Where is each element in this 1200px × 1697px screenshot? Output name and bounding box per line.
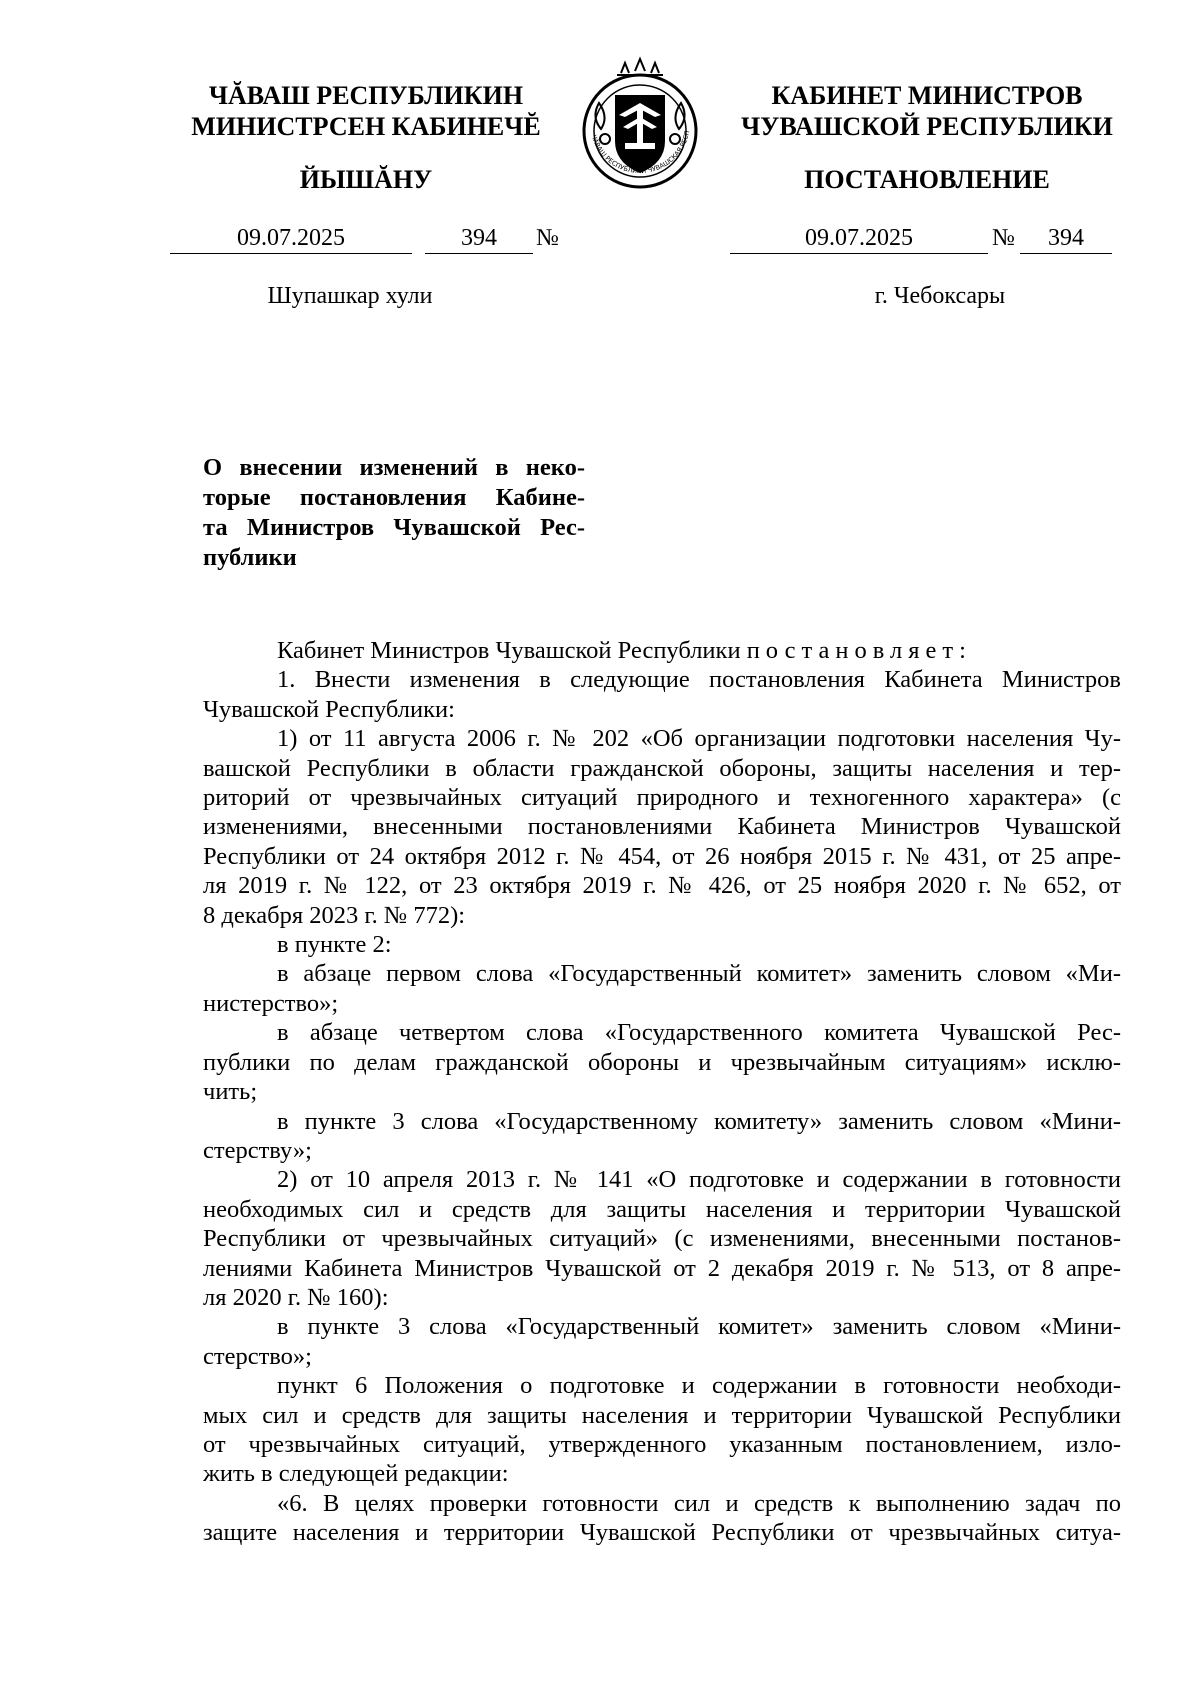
doc-kind-left: ЙЫШĂНУ bbox=[299, 165, 433, 194]
body-line: риторий от чрезвычайных ситуаций природного и техногенного характера» (с bbox=[203, 784, 1121, 812]
left-number: 394 bbox=[425, 223, 533, 254]
title-line: О внесении изменений в неко- bbox=[203, 454, 585, 481]
body-line: от чрезвычайных ситуаций, утвержденного указанным постановлением, изло- bbox=[203, 1430, 1121, 1458]
doc-kind-right: ПОСТАНОВЛЕНИЕ bbox=[804, 165, 1050, 194]
body-line: в пункте 3 слова «Государственный комитет» заменить словом «Мини- bbox=[277, 1313, 1121, 1341]
header-left-line-2: МИНИСТРСЕН КАБИНЕЧĔ bbox=[191, 112, 541, 141]
body-line: в абзаце первом слова «Государственный комитет» заменить словом «Ми- bbox=[277, 960, 1121, 988]
body-line: изменениями, внесенными постановлениями Кабинета Министров Чувашской bbox=[203, 813, 1121, 841]
title-line: публики bbox=[203, 544, 297, 571]
body-line: необходимых сил и средств для защиты населения и территории Чувашской bbox=[203, 1195, 1121, 1223]
place-left: Шупашкар хули bbox=[267, 283, 433, 309]
body-line: жить в следующей редакции: bbox=[203, 1460, 509, 1488]
preamble-decree-word: постановляет: bbox=[746, 637, 972, 664]
body-line: Республики от 24 октября 2012 г. № 454, от 26 ноября 2015 г. № 431, от 25 апре- bbox=[203, 842, 1121, 870]
body-line: защите населения и территории Чувашской Республики от чрезвычайных ситуа- bbox=[203, 1519, 1121, 1547]
body-line: ля 2019 г. № 122, от 23 октября 2019 г. № 426, от 25 ноября 2020 г. № 652, от bbox=[203, 872, 1121, 900]
preamble-line bbox=[203, 636, 1121, 665]
body-line: публики по делам гражданской обороны и чрезвычайным ситуациям» исклю- bbox=[203, 1048, 1121, 1076]
body-line: пункт 6 Положения о подготовке и содержании в готовности необходи- bbox=[277, 1372, 1121, 1400]
header-right-title bbox=[727, 80, 1127, 142]
body-line: Республики от чрезвычайных ситуаций» (с изменениями, внесенными постанов- bbox=[203, 1225, 1121, 1253]
body-line: ля 2020 г. № 160): bbox=[203, 1283, 389, 1311]
date-number-row bbox=[0, 223, 1200, 253]
title-line: торые постановления Кабине- bbox=[203, 484, 585, 511]
body-line: стерство»; bbox=[203, 1342, 312, 1370]
title-line: та Министров Чувашской Рес- bbox=[203, 514, 585, 541]
body-line: в абзаце четвертом слова «Государственного комитета Чувашской Рес- bbox=[277, 1019, 1121, 1047]
body-line: вашской Республики в области гражданской обороны, защиты населения и тер- bbox=[203, 754, 1121, 782]
body-line: стерству»; bbox=[203, 1136, 312, 1164]
body-line: лениями Кабинета Министров Чувашской от 2 декабря 2019 г. № 513, от 8 апре- bbox=[203, 1254, 1121, 1282]
left-date: 09.07.2025 bbox=[170, 223, 412, 254]
body-line: мых сил и средств для защиты населения и территории Чувашской Республики bbox=[203, 1401, 1121, 1429]
body-line: 1. Внести изменения в следующие постановления Кабинета Министров bbox=[277, 666, 1121, 694]
coat-of-arms-icon bbox=[569, 55, 711, 190]
body-line: в пункте 3 слова «Государственному комитету» заменить словом «Мини- bbox=[277, 1107, 1121, 1135]
place-right: г. Чебоксары bbox=[874, 283, 1006, 309]
preamble-text: Кабинет Министров Чувашской Республики bbox=[277, 637, 747, 664]
body-line: Чувашской Республики: bbox=[203, 695, 455, 723]
body-line: чить; bbox=[203, 1078, 258, 1106]
header-left-line-1: ЧĂВАШ РЕСПУБЛИКИН bbox=[208, 81, 524, 110]
right-number-sign: № bbox=[992, 225, 1015, 251]
body-line: 8 декабря 2023 г. № 772): bbox=[203, 901, 466, 929]
document-title bbox=[203, 453, 585, 573]
header-right-line-1: КАБИНЕТ МИНИСТРОВ bbox=[771, 81, 1083, 110]
body-line: нистерство»; bbox=[203, 989, 339, 1017]
header-left-title bbox=[176, 80, 556, 142]
left-number-sign: № bbox=[536, 225, 559, 251]
right-number: 394 bbox=[1020, 223, 1112, 254]
right-date: 09.07.2025 bbox=[730, 223, 988, 254]
body-line: «6. В целях проверки готовности сил и средств к выполнению задач по bbox=[277, 1489, 1121, 1517]
body-line: в пункте 2: bbox=[277, 931, 392, 959]
emblem-ring-text: ЧĂВАШ РЕСПУБЛИКИ ЧУВАШСКАЯ РЕСП bbox=[589, 129, 692, 176]
body-line: 1) от 11 августа 2006 г. № 202 «Об организации подготовки населения Чу- bbox=[277, 725, 1121, 753]
document-body bbox=[203, 636, 1121, 1548]
body-line: 2) от 10 апреля 2013 г. № 141 «О подготовке и содержании в готовности bbox=[277, 1166, 1121, 1194]
header-right-line-2: ЧУВАШСКОЙ РЕСПУБЛИКИ bbox=[741, 112, 1113, 141]
